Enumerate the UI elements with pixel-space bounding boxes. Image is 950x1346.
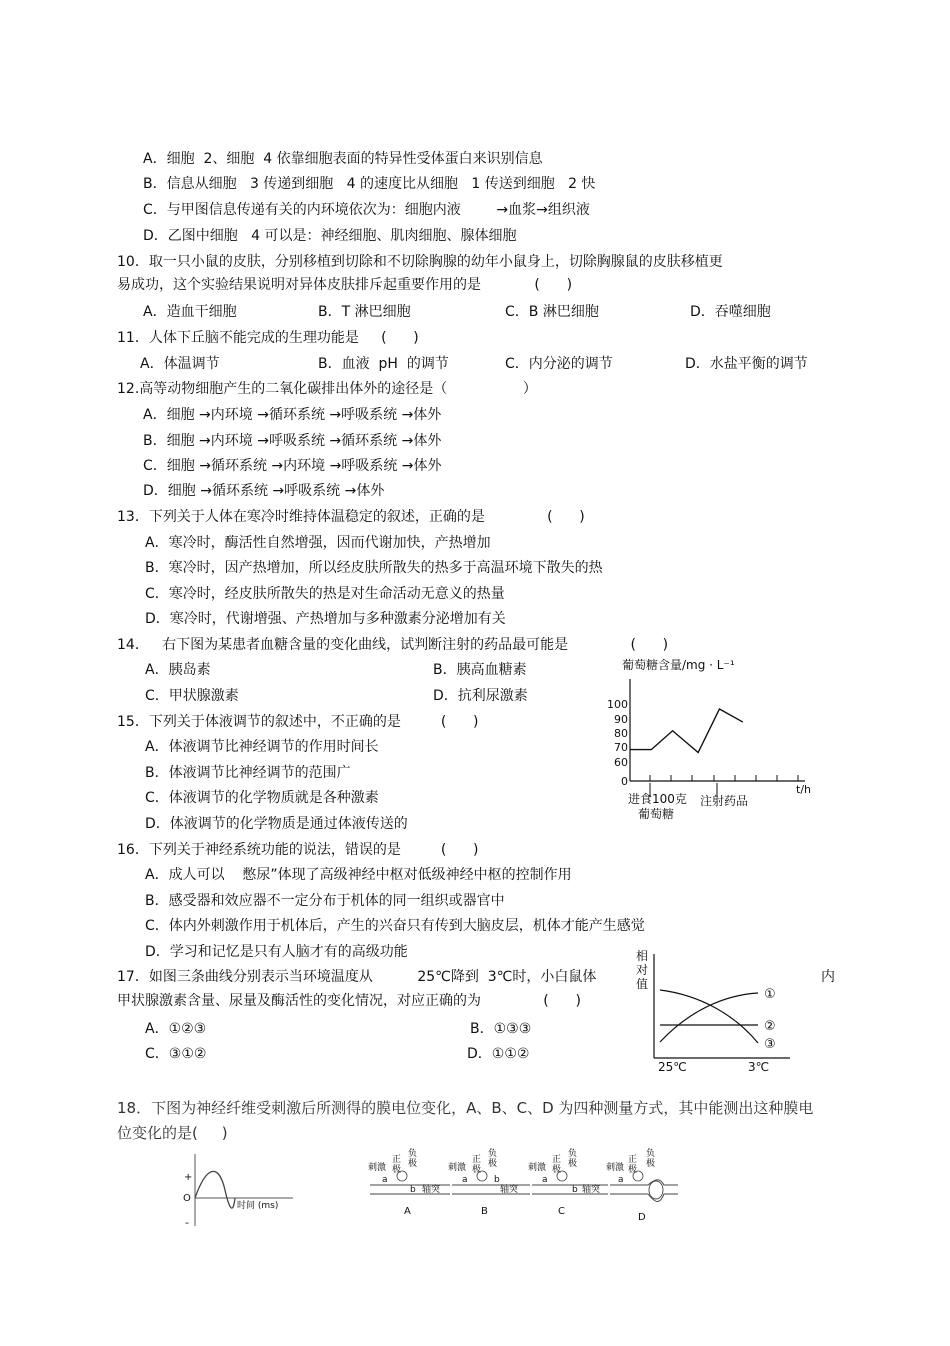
q18-potential-curve (195, 1171, 235, 1208)
q10-option-d: D．吞噬细胞 (690, 304, 771, 320)
chart14-ytick: 0 (621, 775, 628, 788)
q18-stem-line1: 18．下图为神经纤维受刺激后所测得的膜电位变化，A、B、C、D 为四种测量方式，其中能测出这种膜电 (117, 1099, 814, 1117)
setup-a (368, 1147, 450, 1217)
q13-option-c: C．寒冷时，经皮肤所散失的热是对生命活动无意义的热量 (145, 586, 505, 602)
q17-stem-line2: 甲状腺激素含量、尿量及酶活性的变化情况，对应正确的为 ( ) (117, 993, 581, 1009)
q12-stem: 12.高等动物细胞产生的二氧化碳排出体外的途径是（ ） (117, 381, 537, 397)
setup-d-neg-2: 极 (646, 1159, 656, 1169)
setup-a-a: a (382, 1175, 388, 1185)
q13-stem: 13．下列关于人体在寒冷时维持体温稳定的叙述，正确的是 ( ) (117, 509, 585, 525)
setup-d-stim: 刺激 (606, 1163, 625, 1173)
chart17-ylabel: 值 (636, 977, 649, 991)
q11-option-a: A．体温调节 (140, 356, 220, 372)
q14-stem: 14． 右下图为某患者血糖含量的变化曲线，试判断注射的药品最可能是 ( ) (117, 637, 669, 653)
q18-xlabel: 时间 (ms) (237, 1201, 279, 1211)
setup-c-axon: 轴突 (582, 1185, 601, 1195)
chart17-label-1: ① (764, 987, 776, 1002)
setup-c-stim: 刺激 (528, 1163, 547, 1173)
q14-option-b: B．胰高血糖素 (433, 662, 527, 678)
setup-b-label: B (481, 1206, 488, 1217)
measurement-setups (360, 1148, 690, 1230)
chart17-ylabel: 对 (636, 963, 649, 977)
q14-option-a: A．胰岛素 (145, 662, 211, 678)
q13-option-d: D．寒冷时，代谢增强、产热增加与多种激素分泌增加有关 (145, 611, 506, 627)
q11-option-c: C．内分泌的调节 (505, 356, 613, 372)
q9-option-d: D．乙图中细胞 4 可以是：神经细胞、肌肉细胞、腺体细胞 (143, 228, 517, 244)
setup-b-b: b (494, 1175, 500, 1185)
setup-d-a: a (618, 1175, 624, 1185)
curve-3 (660, 990, 758, 1043)
setup-d-label: D (638, 1212, 646, 1223)
chart14-xlabel: t/h (796, 783, 811, 796)
q18-stem-line2: 位变化的是( ) (117, 1124, 228, 1142)
setup-d (606, 1147, 678, 1223)
q17-option-b: B．①③③ (470, 1021, 532, 1037)
setup-a-label: A (404, 1206, 411, 1217)
q14-option-d: D．抗利尿激素 (433, 688, 528, 704)
setup-b-neg-2: 极 (488, 1159, 498, 1169)
q17-stem-line1: 17．如图三条曲线分别表示当环境温度从 25℃降到 3℃时，小白鼠体 (117, 969, 597, 985)
q11-stem: 11．人体下丘脑不能完成的生理功能是 ( ) (117, 330, 419, 346)
q17-option-a: A．①②③ (145, 1021, 207, 1037)
q12-option-d: D．细胞 →循环系统 →呼吸系统 →体外 (143, 483, 385, 499)
setup-a-neg: 负 (408, 1149, 418, 1159)
setup-a-pos: 正 (392, 1155, 402, 1165)
q14-option-c: C．甲状腺激素 (145, 688, 239, 704)
setup-d-pos-2: 极 (628, 1165, 638, 1175)
q18-plus: + (184, 1172, 193, 1183)
q16-option-c: C．体内外刺激作用于机体后，产生的兴奋只有传到大脑皮层，机体才能产生感觉 (145, 918, 645, 934)
setup-a-stim: 刺激 (368, 1163, 387, 1173)
chart14-annotation-drug: 注射药品 (700, 794, 749, 808)
setup-c-b: b (572, 1185, 578, 1195)
q17-stem-tail: 内 (821, 969, 835, 985)
q9-option-a: A．细胞 2、细胞 4 依靠细胞表面的特异性受体蛋白来识别信息 (143, 151, 543, 167)
curve-1 (660, 993, 758, 1042)
chart17-x-end: 3℃ (748, 1060, 770, 1074)
chart14-xticks (650, 775, 798, 781)
setup-c-label: C (558, 1206, 565, 1217)
chart14-annotation-meal-2: 葡萄糖 (638, 807, 675, 821)
setup-b-axon: 轴突 (500, 1185, 519, 1195)
q13-option-a: A．寒冷时，酶活性自然增强，因而代谢加快，产热增加 (145, 535, 491, 551)
setup-c-neg-2: 极 (568, 1159, 578, 1169)
q15-option-d: D．体液调节的化学物质是通过体液传送的 (145, 816, 408, 832)
glucose-curve (630, 709, 743, 753)
q12-option-b: B．细胞 →内环境 →呼吸系统 →循环系统 →体外 (143, 433, 442, 449)
q11-option-d: D．水盐平衡的调节 (685, 356, 808, 372)
chart17-x-start: 25℃ (658, 1060, 687, 1074)
setup-b-neg: 负 (488, 1149, 498, 1159)
q15-option-a: A．体液调节比神经调节的作用时间长 (145, 739, 379, 755)
q10-option-b: B．T 淋巴细胞 (318, 304, 411, 320)
q11-option-b: B．血液 pH 的调节 (318, 356, 449, 372)
q9-option-b: B．信息从细胞 3 传递到细胞 4 的速度比从细胞 1 传送到细胞 2 快 (143, 176, 596, 192)
chart14-annotation-meal: 进食100克 (628, 792, 687, 806)
setup-b-pos: 正 (472, 1155, 482, 1165)
q17-option-c: C．③①② (145, 1046, 207, 1062)
setup-c-a: a (542, 1175, 548, 1185)
chart17-ylabel: 相 (636, 949, 649, 963)
q12-option-a: A．细胞 →内环境 →循环系统 →呼吸系统 →体外 (143, 407, 442, 423)
q18-origin: O (183, 1193, 191, 1204)
q12-option-c: C．细胞 →循环系统 →内环境 →呼吸系统 →体外 (143, 458, 442, 474)
setup-a-b: b (410, 1185, 416, 1195)
q15-stem: 15．下列关于体液调节的叙述中，不正确的是 ( ) (117, 714, 479, 730)
setup-b-a: a (462, 1175, 468, 1185)
chart17-label-3: ③ (764, 1037, 776, 1052)
q17-option-d: D．①①② (467, 1046, 530, 1062)
chart14-ytick: 100 (607, 698, 628, 711)
q10-option-a: A．造血干细胞 (143, 304, 237, 320)
setup-c-neg: 负 (568, 1149, 578, 1159)
relative-value-chart (630, 950, 810, 1075)
q16-option-b: B．感受器和效应器不一定分布于机体的同一组织或器官中 (145, 893, 505, 909)
q15-option-b: B．体液调节比神经调节的范围广 (145, 765, 351, 781)
setup-c-pos-2: 极 (552, 1165, 562, 1175)
chart14-ytick: 70 (614, 741, 628, 754)
blood-glucose-chart (600, 655, 840, 825)
chart14-ytick: 80 (614, 727, 628, 740)
q10-option-c: C．B 淋巴细胞 (505, 304, 599, 320)
setup-a-neg-2: 极 (408, 1159, 418, 1169)
chart14-ytick: 60 (614, 756, 628, 769)
q16-stem: 16．下列关于神经系统功能的说法，错误的是 ( ) (117, 842, 479, 858)
q13-option-b: B．寒冷时，因产热增加，所以经皮肤所散失的热多于高温环境下散失的热 (145, 560, 603, 576)
q9-option-c: C．与甲图信息传递有关的内环境依次为：细胞内液 →血浆→组织液 (143, 202, 590, 218)
setup-d-pos: 正 (628, 1155, 638, 1165)
q16-option-d: D．学习和记忆是只有人脑才有的高级功能 (145, 944, 408, 960)
q10-stem-line1: 10．取一只小鼠的皮肤，分别移植到切除和不切除胸腺的幼年小鼠身上，切除胸腺鼠的皮肤移植更 (117, 254, 723, 270)
setup-b-stim: 刺激 (448, 1163, 467, 1173)
setup-b (448, 1147, 530, 1217)
membrane-potential-graph (175, 1150, 305, 1230)
setup-d-neg: 负 (646, 1149, 656, 1159)
q16-option-a: A．成人可以 憋尿”体现了高级神经中枢对低级神经中枢的控制作用 (145, 867, 572, 883)
chart17-label-2: ② (764, 1019, 776, 1034)
setup-a-axon: 轴突 (422, 1185, 441, 1195)
q10-stem-line2: 易成功，这个实验结果说明对异体皮肤排斥起重要作用的是 ( ) (117, 277, 573, 293)
setup-a-pos-2: 极 (392, 1165, 402, 1175)
q18-minus: - (185, 1216, 189, 1229)
chart14-ylabel: 葡萄糖含量/mg · L⁻¹ (622, 658, 735, 672)
chart14-ytick: 90 (614, 713, 628, 726)
setup-c-pos: 正 (552, 1155, 562, 1165)
q15-option-c: C．体液调节的化学物质就是各种激素 (145, 790, 379, 806)
setup-c (528, 1147, 608, 1217)
setup-b-pos-2: 极 (472, 1165, 482, 1175)
